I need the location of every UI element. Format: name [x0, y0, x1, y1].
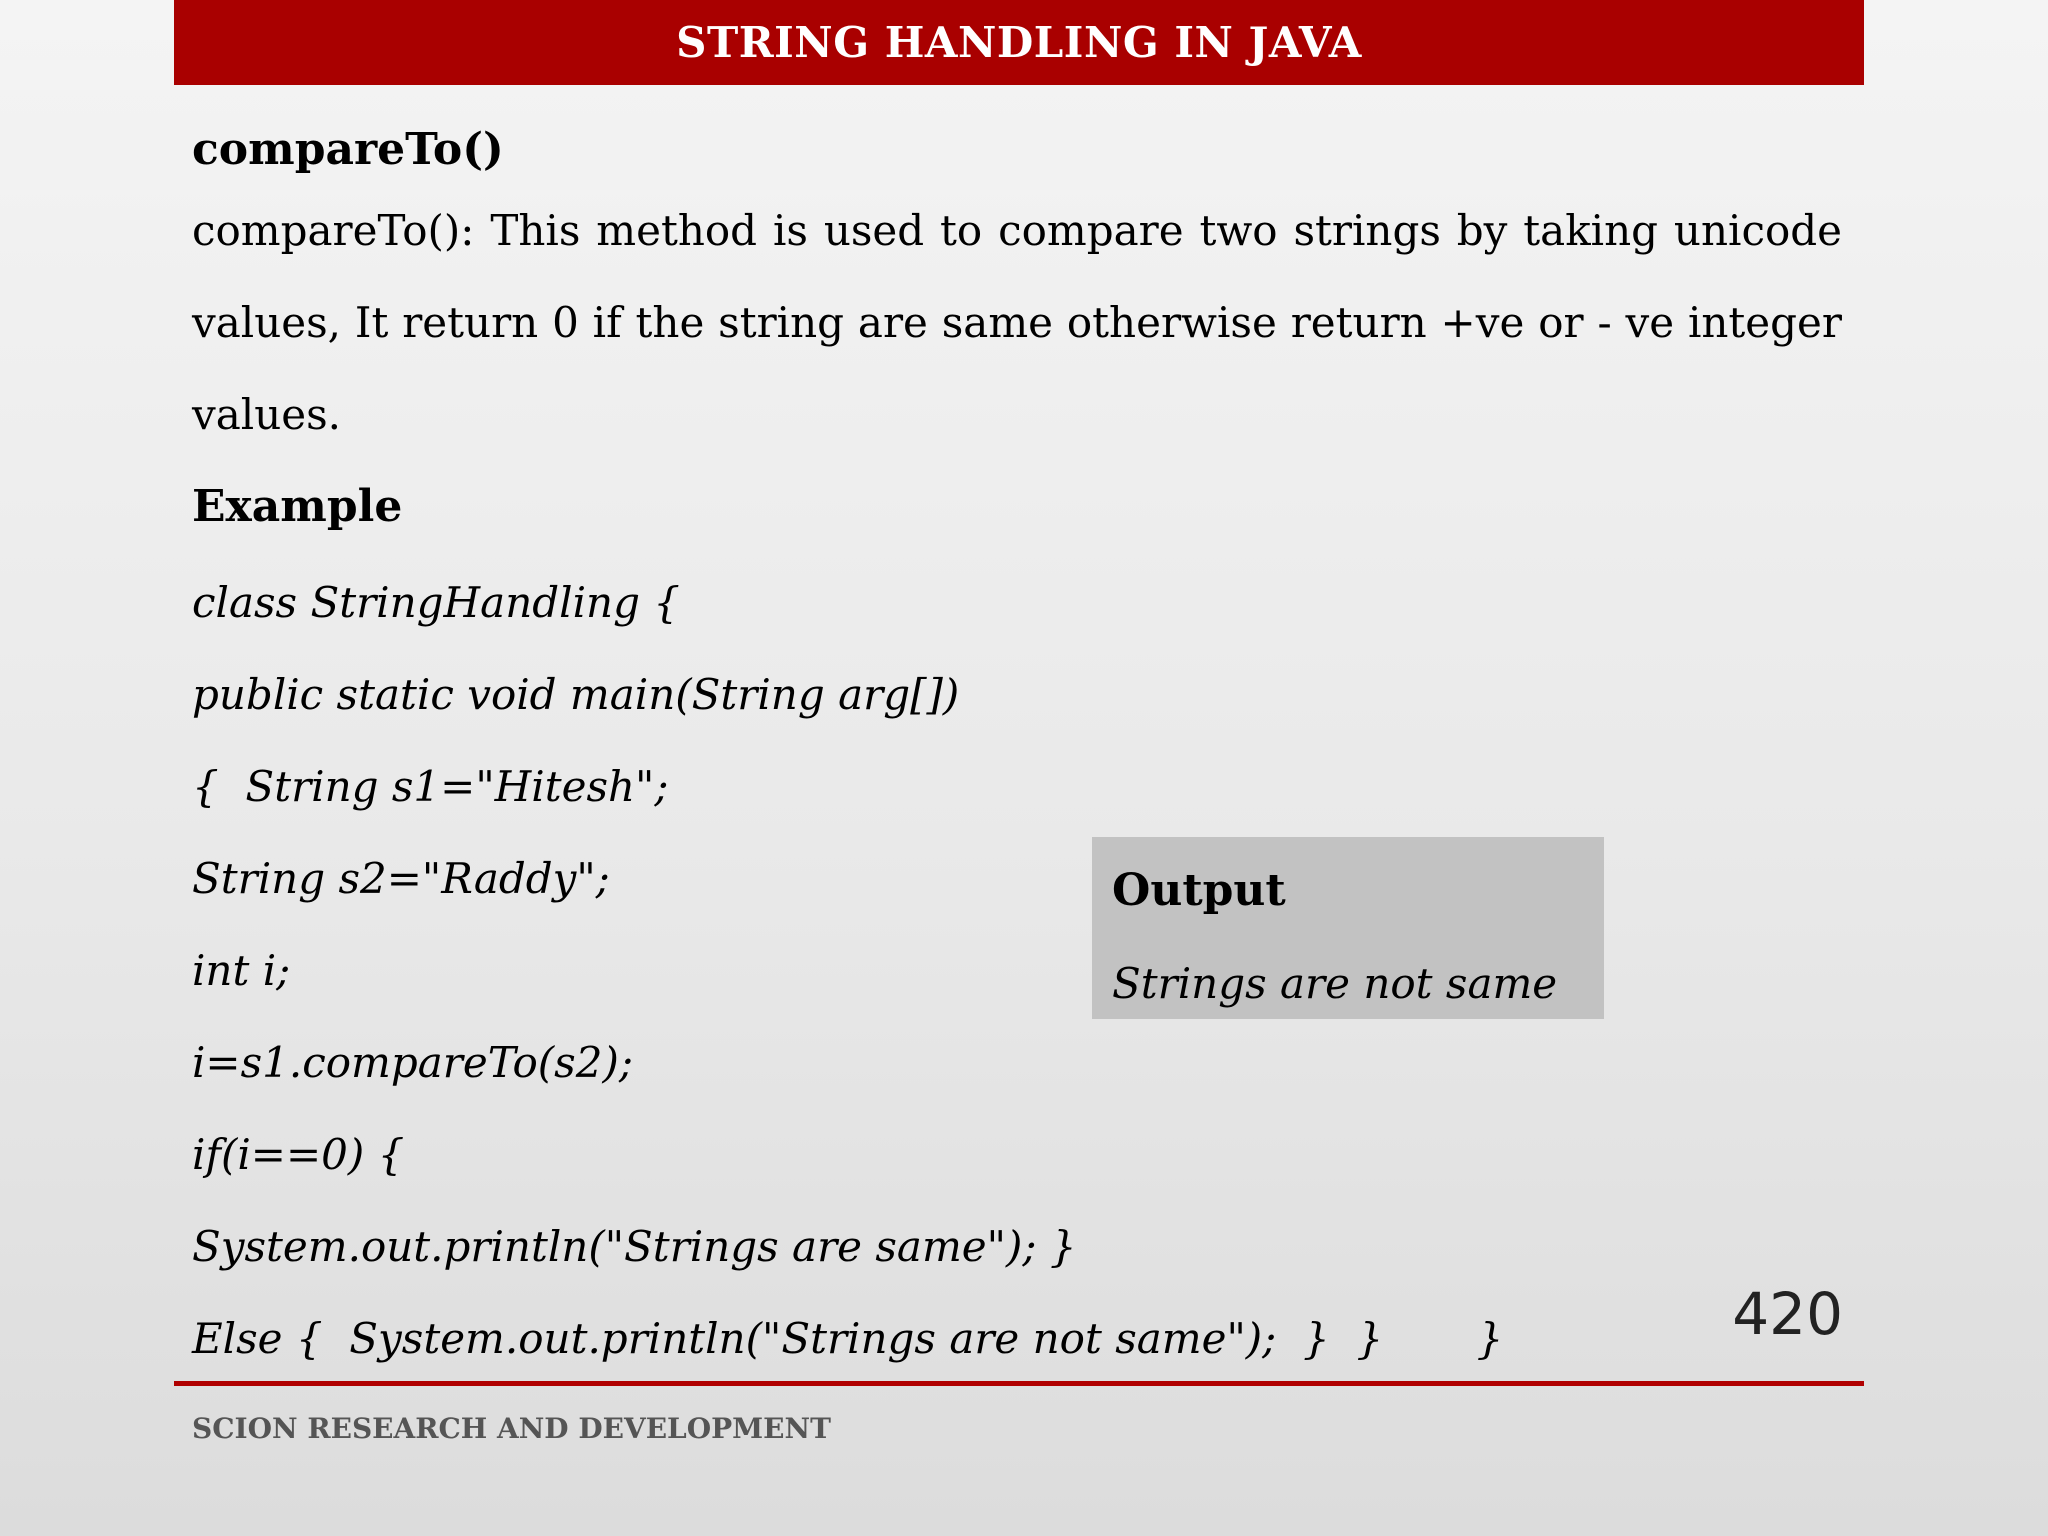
code-line: public static void main(String arg[]) — [192, 670, 960, 719]
slide-title: STRING HANDLING IN JAVA — [676, 18, 1362, 67]
footer-divider — [174, 1381, 1864, 1386]
code-line: String s2="Raddy"; — [192, 854, 610, 903]
code-line: class StringHandling { — [192, 578, 681, 627]
page-number: 420 — [1732, 1280, 1843, 1348]
code-line: int i; — [192, 946, 291, 995]
output-text: Strings are not same — [1112, 959, 1558, 1008]
code-line: { String s1="Hitesh"; — [192, 762, 669, 811]
slide-content — [192, 115, 1842, 1385]
output-box — [1092, 837, 1604, 1019]
code-line: if(i==0) { — [192, 1130, 405, 1179]
code-line: System.out.println("Strings are same"); } — [192, 1222, 1077, 1271]
title-bar — [174, 0, 1864, 85]
description-paragraph: compareTo(): This method is used to compare two strings by taking unicode values, It return 0 if the string are same otherwise return +ve or - ve integer values. — [192, 206, 1842, 439]
example-heading: Example — [192, 481, 403, 532]
code-line: Else { System.out.println("Strings are not same"); } } } — [192, 1314, 1504, 1363]
code-line: i=s1.compareTo(s2); — [192, 1038, 633, 1087]
output-title: Output — [1112, 865, 1286, 916]
section-heading: compareTo() — [192, 124, 504, 175]
footer-organization: SCION RESEARCH AND DEVELOPMENT — [192, 1412, 831, 1445]
